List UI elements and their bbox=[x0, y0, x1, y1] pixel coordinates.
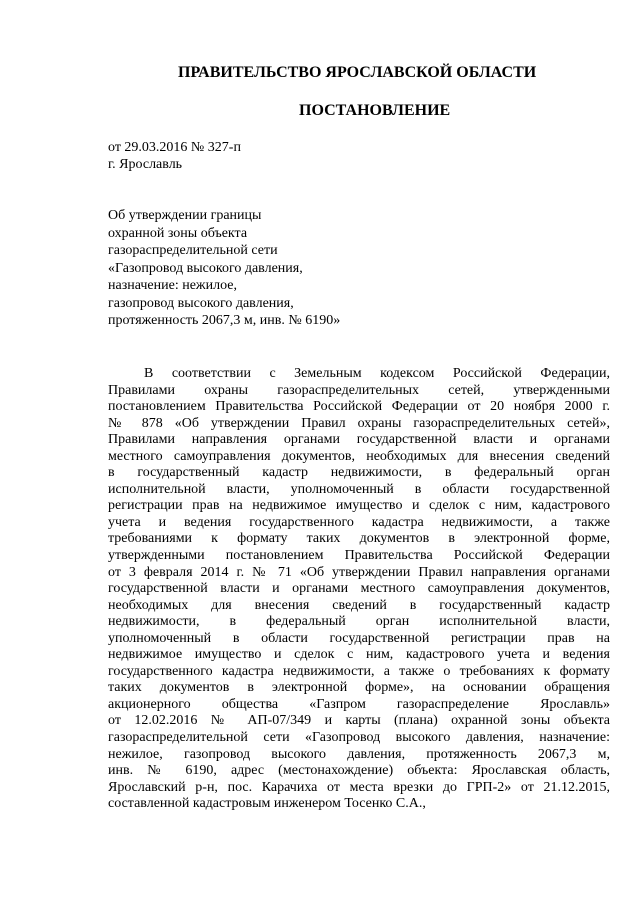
subject-line: газопровод высокого давления, bbox=[108, 295, 294, 311]
body-line: В соответствии с Земельным кодексом Российской Федерации, bbox=[144, 366, 610, 381]
body-line: учета и ведения государственного кадастра недвижимости, а также bbox=[108, 514, 610, 530]
body-line: № 878 «Об утверждении Правил охраны газораспределительных сетей», bbox=[108, 415, 610, 431]
document-meta bbox=[108, 139, 241, 173]
body-line: Ярославский р-н, пос. Карачиха от места врезки до ГРП-2» от 21.12.2015, bbox=[108, 779, 610, 795]
body-line: постановлением Правительства Российской Федерации от 20 ноября 2000 г. bbox=[108, 399, 610, 415]
city: г. Ярославль bbox=[108, 157, 183, 172]
body-line: Правилами направления органами государственной власти и органами bbox=[108, 432, 610, 448]
subject-line: охранной зоны объекта bbox=[108, 225, 248, 241]
body-line: уполномоченный в области государственной регистрации прав на bbox=[108, 630, 610, 646]
subject-line: протяженность 2067,3 м, инв. № 6190» bbox=[108, 313, 341, 328]
date-number: от 29.03.2016 № 327-п bbox=[108, 140, 241, 155]
body-line: газораспределительной сети «Газопровод высокого давления, назначение: bbox=[108, 730, 610, 746]
body-line: от 12.02.2016 № АП-07/349 и карты (плана) охранной зоны объекта bbox=[108, 713, 610, 729]
body-line: необходимых для внесения сведений в государственный кадастр bbox=[108, 597, 610, 613]
body-line: регистрации прав на недвижимое имущество и сделок с ним, кадастрового bbox=[108, 498, 610, 514]
document-type-heading: ПОСТАНОВЛЕНИЕ bbox=[299, 102, 451, 119]
subject-line: газораспределительной сети bbox=[108, 243, 278, 258]
subject-line: Об утверждении границы bbox=[108, 208, 262, 223]
body-line: исполнительной власти, уполномоченный в области государственной bbox=[108, 481, 610, 497]
body-line: в государственный кадастр недвижимости, в федеральный орган bbox=[108, 465, 610, 481]
document-subject bbox=[108, 207, 340, 330]
body-line: Правилами охраны газораспределительных сетей, утвержденными bbox=[108, 382, 610, 398]
body-line: таких документов в электронной форме», на основании обращения bbox=[108, 680, 610, 696]
body-line: от 3 февраля 2014 г. № 71 «Об утверждении Правил направления органами bbox=[108, 564, 610, 580]
body-paragraph bbox=[108, 366, 610, 813]
body-line: нежилое, газопровод высокого давления, протяженность 2067,3 м, bbox=[108, 746, 610, 762]
body-line: государственного кадастра недвижимости, а также о требованиях к формату bbox=[108, 663, 610, 679]
body-line: местного самоуправления документов, необходимых для внесения сведений bbox=[108, 448, 610, 464]
body-line: инв. № 6190, адрес (местонахождение) объекта: Ярославская область, bbox=[108, 763, 610, 779]
body-line: недвижимости, в федеральный орган исполнительной власти, bbox=[108, 614, 610, 630]
body-line: утвержденными постановлением Правительства Российской Федерации bbox=[108, 548, 610, 564]
body-line: государственной власти и органами местного самоуправления документов, bbox=[108, 581, 610, 597]
subject-line: «Газопровод высокого давления, bbox=[108, 260, 303, 276]
body-line: требованиями к формату таких документов в электронной форме, bbox=[108, 531, 610, 547]
government-title: ПРАВИТЕЛЬСТВО ЯРОСЛАВСКОЙ ОБЛАСТИ bbox=[178, 64, 537, 81]
body-line: акционерного общества «Газпром газораспределение Ярославль» bbox=[108, 696, 610, 712]
body-line: составленной кадастровым инженером Тосенко С.А., bbox=[108, 796, 426, 812]
subject-line: назначение: нежилое, bbox=[108, 278, 237, 293]
body-line: недвижимое имущество и сделок с ним, кадастрового учета и ведения bbox=[108, 647, 610, 663]
